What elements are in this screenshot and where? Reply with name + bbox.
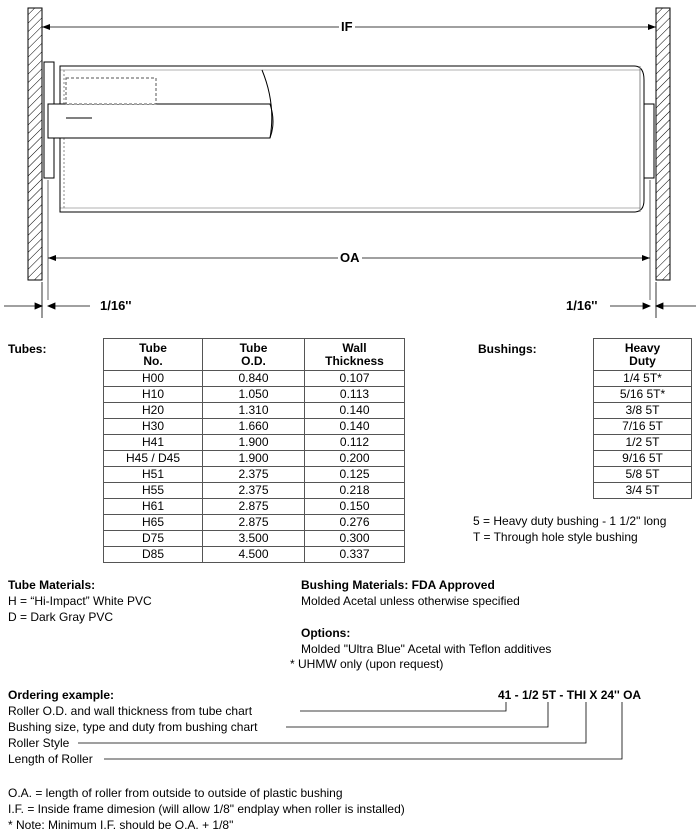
left-gap-label: 1/16'' [100, 298, 132, 313]
roller-body [44, 62, 654, 212]
ordering-example: 41 - 1/2 5T - THI X 24'' OA [498, 688, 642, 702]
tube-od-cell: 2.875 [203, 499, 305, 515]
tube-no-cell: H30 [104, 419, 203, 435]
wall-thickness-cell: 0.200 [305, 451, 405, 467]
tube-od-cell: 3.500 [203, 531, 305, 547]
options-line-1: Molded "Ultra Blue" Acetal with Teflon additives [301, 642, 552, 656]
wall-thickness-cell: 0.140 [305, 403, 405, 419]
tube-no-cell: H10 [104, 387, 203, 403]
bushing-cell: 3/8 5T [594, 403, 692, 419]
tube-row [104, 371, 405, 387]
tube-row [104, 531, 405, 547]
ordering-item-bushing: Bushing size, type and duty from bushing chart [8, 720, 258, 734]
roller-drawing [0, 0, 700, 330]
definition-note: * Note: Minimum I.F. should be O.A. + 1/8" [8, 818, 234, 832]
tube-no-cell: H55 [104, 483, 203, 499]
bushing-cell: 1/2 5T [594, 435, 692, 451]
wall-thickness-cell: 0.276 [305, 515, 405, 531]
wall-thickness-cell: 0.113 [305, 387, 405, 403]
tube-no-cell: D85 [104, 547, 203, 563]
bushing-row [594, 435, 692, 451]
tube-od-cell: 1.310 [203, 403, 305, 419]
tube-row [104, 515, 405, 531]
tube-material-h: H = “Hi-Impact” White PVC [8, 594, 152, 608]
definition-if: I.F. = Inside frame dimesion (will allow 1/8" endplay when roller is installed) [8, 802, 405, 816]
right-gap-label: 1/16'' [566, 298, 598, 313]
tube-no-cell: H51 [104, 467, 203, 483]
tube-od-cell: 2.375 [203, 483, 305, 499]
tube-no-cell: H45 / D45 [104, 451, 203, 467]
tube-row [104, 547, 405, 563]
wall-thickness-cell: 0.125 [305, 467, 405, 483]
bushing-cell: 7/16 5T [594, 419, 692, 435]
bushing-row [594, 387, 692, 403]
bushing-cell: 5/8 5T [594, 467, 692, 483]
tube-od-cell: 1.050 [203, 387, 305, 403]
bushings-table [593, 338, 692, 499]
oa-label: OA [340, 250, 360, 265]
tube-row [104, 435, 405, 451]
tube-no-cell: H00 [104, 371, 203, 387]
tube-no-cell: H65 [104, 515, 203, 531]
tube-od-cell: 1.900 [203, 435, 305, 451]
tube-row [104, 483, 405, 499]
options-line-2: * UHMW only (upon request) [290, 657, 444, 671]
tube-od-cell: 0.840 [203, 371, 305, 387]
ordering-heading: Ordering example: [8, 688, 115, 702]
tube-material-d: D = Dark Gray PVC [8, 610, 114, 624]
tube-no-cell: H20 [104, 403, 203, 419]
bushing-note-t: T = Through hole style bushing [473, 530, 638, 544]
bushing-row [594, 467, 692, 483]
wall-thickness-cell: 0.140 [305, 419, 405, 435]
tube-no-cell: H41 [104, 435, 203, 451]
heavy-duty-header: Heavy Duty [594, 339, 692, 371]
wall-thickness-cell: 0.218 [305, 483, 405, 499]
tube-od-cell: 1.660 [203, 419, 305, 435]
tube-row [104, 403, 405, 419]
tube-row [104, 419, 405, 435]
wall-thickness-cell: 0.337 [305, 547, 405, 563]
wall-thickness-cell: 0.150 [305, 499, 405, 515]
bushing-cell: 3/4 5T [594, 483, 692, 499]
bushing-materials-heading: Bushing Materials: FDA Approved [301, 578, 495, 592]
bushing-cell: 5/16 5T* [594, 387, 692, 403]
tubes-table [103, 338, 405, 563]
options-heading: Options: [301, 626, 351, 640]
tubes-heading: Tubes: [8, 342, 47, 356]
definition-oa: O.A. = length of roller from outside to outside of plastic bushing [8, 786, 343, 800]
bushing-note-5: 5 = Heavy duty bushing - 1 1/2" long [473, 514, 667, 528]
ordering-item-length: Length of Roller [8, 752, 93, 766]
bushing-row [594, 403, 692, 419]
ordering-item-od: Roller O.D. and wall thickness from tube chart [8, 704, 253, 718]
bushing-row [594, 419, 692, 435]
tube-no-header: Tube No. [104, 339, 203, 371]
if-label: IF [341, 19, 353, 34]
tube-od-cell: 2.875 [203, 515, 305, 531]
wall-thickness-header: Wall Thickness [305, 339, 405, 371]
ordering-item-style: Roller Style [8, 736, 70, 750]
bushing-row [594, 451, 692, 467]
bushing-row [594, 371, 692, 387]
tube-od-header: Tube O.D. [203, 339, 305, 371]
tube-row [104, 499, 405, 515]
bushings-heading: Bushings: [478, 342, 537, 356]
bushing-row [594, 483, 692, 499]
bushing-cell: 1/4 5T* [594, 371, 692, 387]
left-frame-wall [28, 8, 42, 280]
wall-thickness-cell: 0.107 [305, 371, 405, 387]
tube-od-cell: 2.375 [203, 467, 305, 483]
tube-od-cell: 4.500 [203, 547, 305, 563]
tube-no-cell: D75 [104, 531, 203, 547]
tube-no-cell: H61 [104, 499, 203, 515]
bushing-material-line: Molded Acetal unless otherwise specified [301, 594, 520, 608]
wall-thickness-cell: 0.300 [305, 531, 405, 547]
tube-row [104, 467, 405, 483]
tube-row [104, 387, 405, 403]
tube-row [104, 451, 405, 467]
bushing-cell: 9/16 5T [594, 451, 692, 467]
right-frame-wall [656, 8, 670, 280]
ordering-leader-lines [0, 690, 700, 770]
tube-od-cell: 1.900 [203, 451, 305, 467]
wall-thickness-cell: 0.112 [305, 435, 405, 451]
tube-materials-heading: Tube Materials: [8, 578, 96, 592]
